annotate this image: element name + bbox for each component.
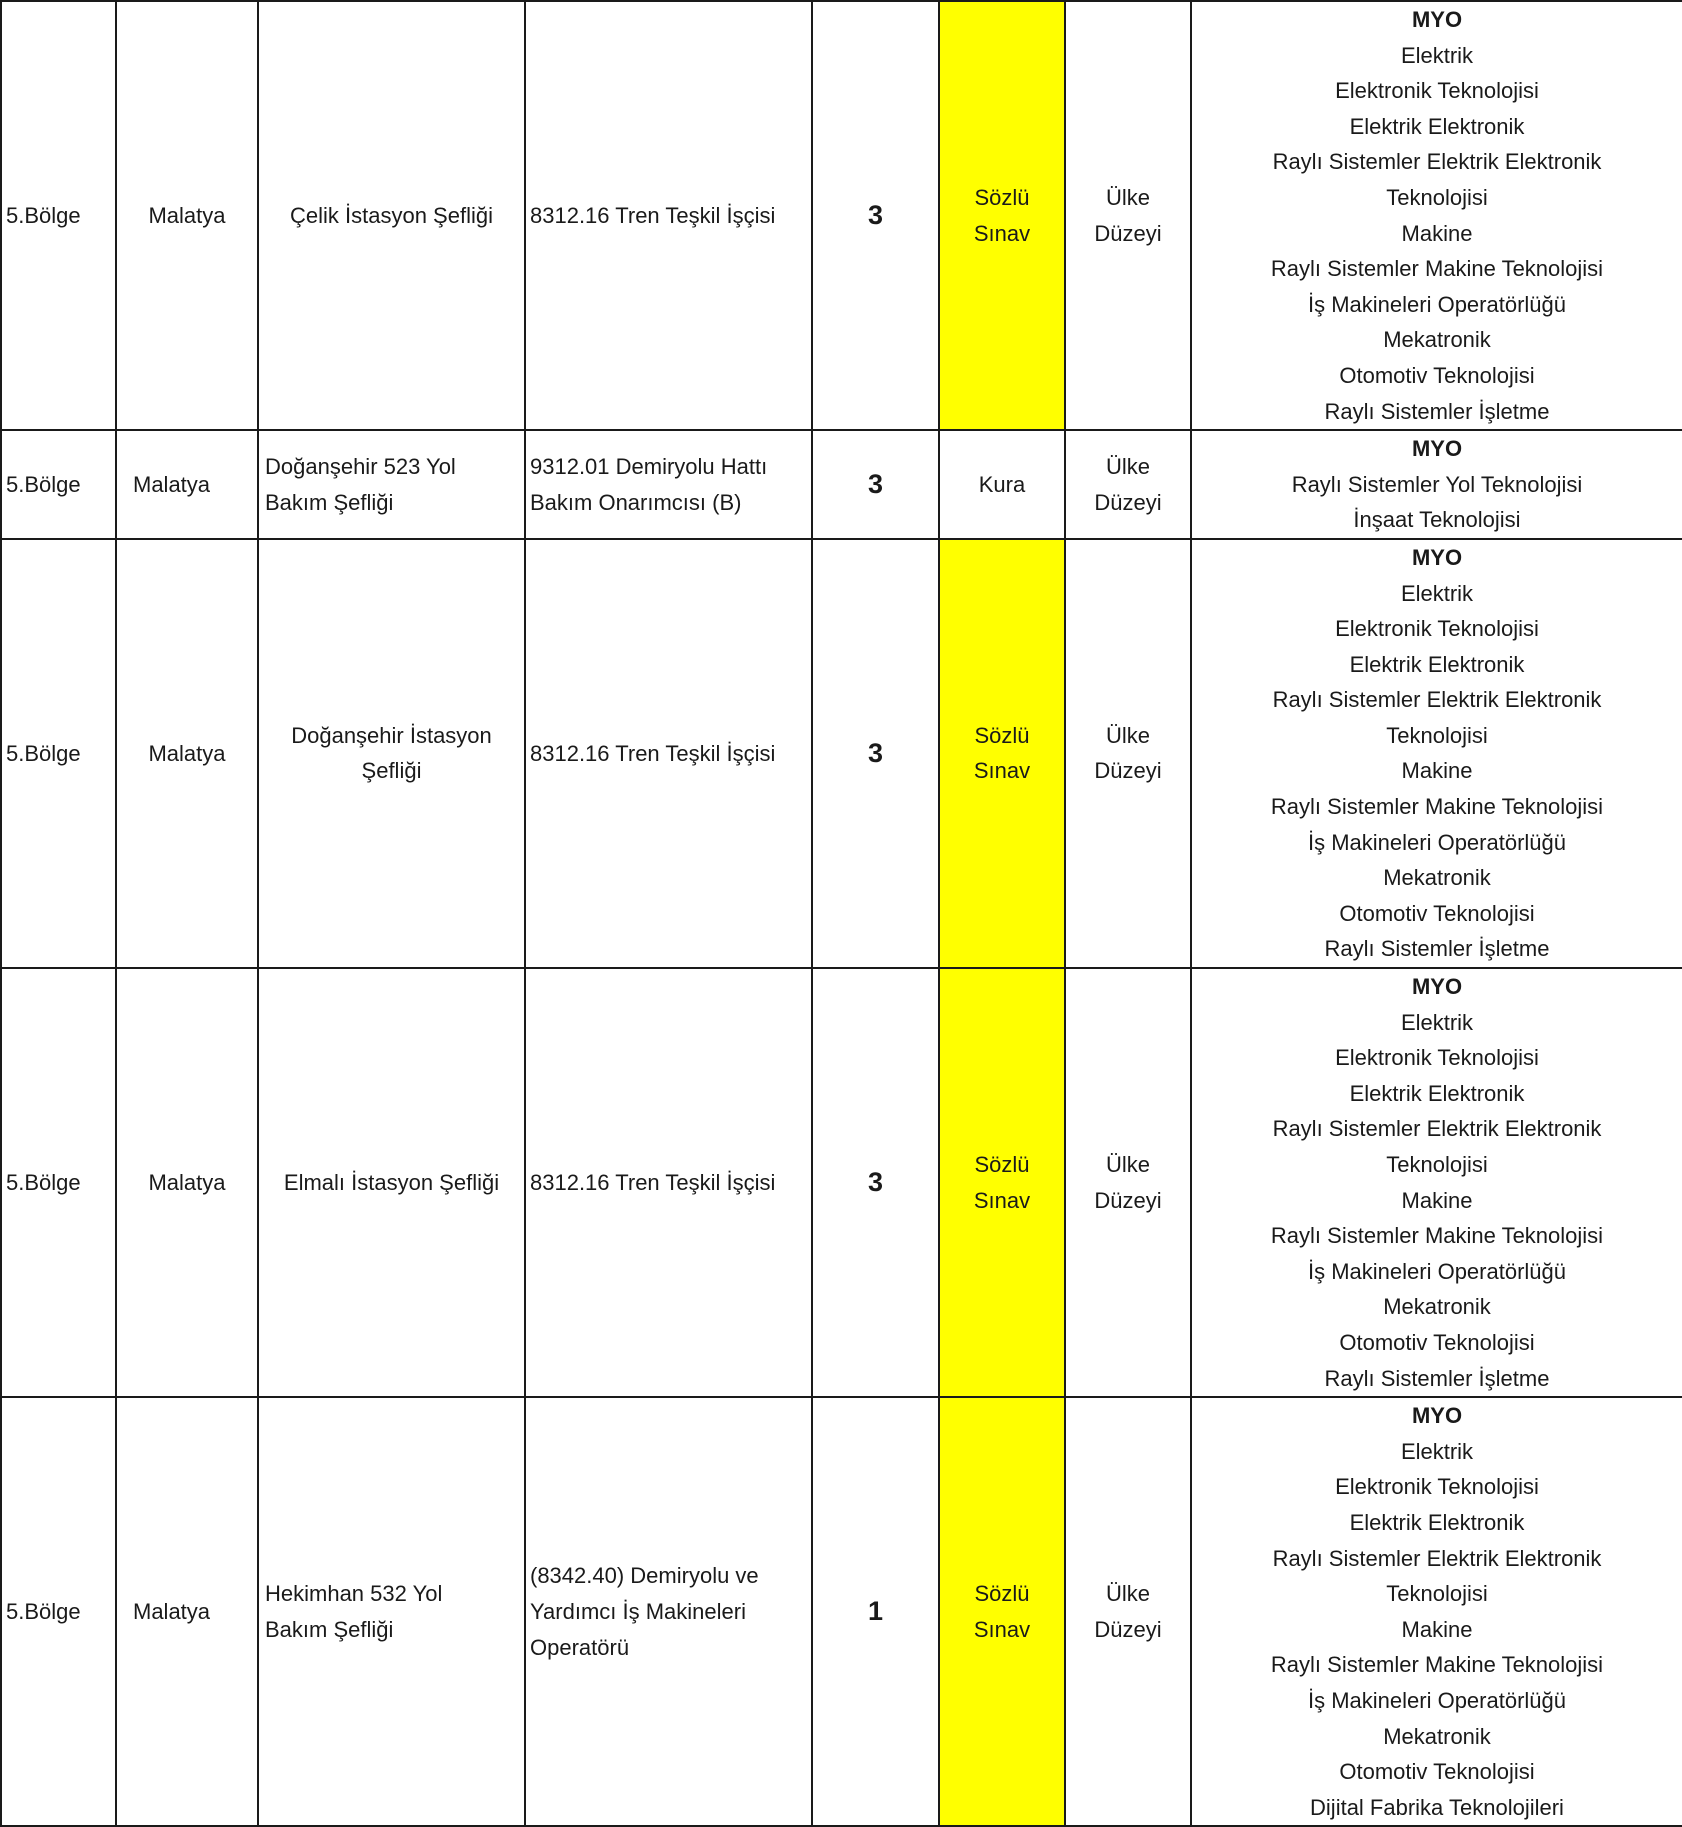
education-item: Dijital Fabrika Teknolojileri — [1310, 1794, 1564, 1820]
level-line: Düzeyi — [1094, 220, 1162, 246]
level-line: Düzeyi — [1094, 758, 1162, 784]
education-item: Raylı Sistemler Makine Teknolojisi — [1270, 794, 1604, 820]
unit-cell — [258, 968, 525, 1397]
education-item: Raylı Sistemler İşletme — [1324, 936, 1550, 962]
unit-line: Doğanşehir İstasyon — [291, 722, 492, 748]
education-item: İnşaat Teknolojisi — [1353, 507, 1521, 533]
city-cell: Malatya — [116, 968, 258, 1397]
city-cell: Malatya — [116, 430, 258, 539]
education-item: Elektrik Elektronik — [1349, 113, 1525, 139]
education-item: Otomotiv Teknolojisi — [1339, 900, 1535, 926]
region-cell: 5.Bölge — [1, 430, 116, 539]
education-item: Mekatronik — [1383, 1294, 1491, 1320]
unit-cell — [258, 430, 525, 539]
level-line: Düzeyi — [1094, 1616, 1162, 1642]
method-line: Sözlü — [974, 1581, 1030, 1607]
method-line: Sözlü — [974, 722, 1030, 748]
education-head: MYO — [1411, 1403, 1463, 1429]
count-cell: 3 — [812, 539, 939, 968]
level-cell — [1065, 539, 1191, 968]
education-item: Raylı Sistemler Makine Teknolojisi — [1270, 1223, 1604, 1249]
education-item: Mekatronik — [1383, 327, 1491, 353]
education-item: Elektrik Elektronik — [1349, 1080, 1525, 1106]
table-row — [1, 1397, 1682, 1826]
education-cell — [1191, 1, 1682, 430]
count-cell: 1 — [812, 1397, 939, 1826]
education-item: Teknolojisi — [1386, 184, 1488, 210]
table-row — [1, 1, 1682, 430]
education-item: İş Makineleri Operatörlüğü — [1307, 1258, 1566, 1284]
level-line: Ülke — [1105, 184, 1150, 210]
method-cell — [939, 430, 1065, 539]
count-cell: 3 — [812, 1, 939, 430]
method-cell — [939, 539, 1065, 968]
education-item: Elektrik — [1400, 580, 1474, 606]
education-item: Otomotiv Teknolojisi — [1339, 1759, 1535, 1785]
education-item: İş Makineleri Operatörlüğü — [1307, 291, 1566, 317]
job-line: Operatörü — [530, 1634, 630, 1660]
education-head: MYO — [1411, 7, 1463, 32]
education-cell — [1191, 539, 1682, 968]
education-item: Elektrik — [1400, 1009, 1474, 1035]
education-item: İş Makineleri Operatörlüğü — [1307, 1687, 1566, 1713]
education-item: İş Makineleri Operatörlüğü — [1307, 829, 1566, 855]
method-cell — [939, 968, 1065, 1397]
region-cell: 5.Bölge — [1, 1, 116, 430]
job-line: 8312.16 Tren Teşkil İşçisi — [530, 202, 776, 228]
table-row — [1, 539, 1682, 968]
job-line: (8342.40) Demiryolu ve — [530, 1563, 759, 1589]
city-cell: Malatya — [116, 539, 258, 968]
unit-line: Elmalı İstasyon Şefliği — [283, 1169, 500, 1195]
table-row — [1, 968, 1682, 1397]
education-head: MYO — [1411, 436, 1463, 462]
region-cell: 5.Bölge — [1, 1397, 116, 1826]
education-item: Elektronik Teknolojisi — [1335, 1474, 1539, 1500]
education-item: Makine — [1401, 220, 1473, 246]
education-item: Mekatronik — [1383, 865, 1491, 891]
unit-cell — [258, 1397, 525, 1826]
education-item: Teknolojisi — [1386, 722, 1488, 748]
level-line: Ülke — [1105, 722, 1150, 748]
method-line: Sınav — [973, 758, 1031, 784]
method-line: Sınav — [973, 1187, 1031, 1213]
education-item: Makine — [1401, 1616, 1473, 1642]
job-line: 8312.16 Tren Teşkil İşçisi — [530, 1169, 776, 1195]
education-item: Elektrik — [1400, 42, 1474, 68]
city-cell: Malatya — [116, 1397, 258, 1826]
education-item: Elektrik Elektronik — [1349, 651, 1525, 677]
method-line: Kura — [978, 471, 1026, 497]
region-cell: 5.Bölge — [1, 968, 116, 1397]
education-item: Raylı Sistemler Makine Teknolojisi — [1270, 1652, 1604, 1678]
method-cell — [939, 1397, 1065, 1826]
education-item: Teknolojisi — [1386, 1581, 1488, 1607]
education-head: MYO — [1411, 544, 1463, 570]
method-line: Sözlü — [974, 184, 1030, 210]
education-item: Otomotiv Teknolojisi — [1339, 362, 1535, 388]
education-item: Raylı Sistemler Yol Teknolojisi — [1291, 471, 1583, 497]
education-head: MYO — [1411, 974, 1463, 1000]
job-line: 9312.01 Demiryolu Hattı — [530, 453, 768, 479]
education-item: Raylı Sistemler Elektrik Elektronik — [1272, 149, 1602, 175]
education-item: Elektrik Elektronik — [1349, 1509, 1525, 1535]
method-cell — [939, 1, 1065, 430]
unit-line: Doğanşehir 523 Yol — [265, 453, 456, 479]
level-cell — [1065, 1, 1191, 430]
method-line: Sınav — [973, 220, 1031, 246]
job-line: Yardımcı İş Makineleri — [530, 1598, 746, 1624]
unit-line: Hekimhan 532 Yol — [265, 1581, 443, 1607]
job-line: 8312.16 Tren Teşkil İşçisi — [530, 740, 776, 766]
unit-cell — [258, 539, 525, 968]
level-line: Ülke — [1105, 1581, 1150, 1607]
education-item: Teknolojisi — [1386, 1152, 1488, 1177]
job-line: Bakım Onarımcısı (B) — [530, 489, 742, 515]
job-cell — [525, 430, 812, 539]
level-line: Ülke — [1105, 453, 1150, 479]
city-cell: Malatya — [116, 1, 258, 430]
education-item: Raylı Sistemler İşletme — [1324, 1365, 1550, 1391]
region-cell: 5.Bölge — [1, 539, 116, 968]
education-item: Elektronik Teknolojisi — [1335, 1045, 1539, 1071]
job-cell — [525, 1, 812, 430]
job-cell — [525, 1397, 812, 1826]
unit-cell — [258, 1, 525, 430]
level-line: Ülke — [1105, 1152, 1150, 1177]
count-cell: 3 — [812, 430, 939, 539]
education-item: Elektronik Teknolojisi — [1335, 616, 1539, 642]
education-cell — [1191, 430, 1682, 539]
level-line: Düzeyi — [1094, 1187, 1162, 1213]
table-row — [1, 430, 1682, 539]
level-cell — [1065, 430, 1191, 539]
education-item: Elektronik Teknolojisi — [1335, 78, 1539, 104]
unit-line: Çelik İstasyon Şefliği — [290, 202, 493, 228]
unit-line: Bakım Şefliği — [265, 489, 394, 515]
education-item: Makine — [1401, 1187, 1473, 1213]
education-item: Otomotiv Teknolojisi — [1339, 1329, 1535, 1355]
education-item: Makine — [1401, 758, 1473, 784]
education-item: Raylı Sistemler Makine Teknolojisi — [1270, 256, 1604, 282]
education-item: Mekatronik — [1383, 1723, 1491, 1749]
job-cell — [525, 539, 812, 968]
education-item: Raylı Sistemler Elektrik Elektronik — [1272, 1545, 1602, 1571]
job-cell — [525, 968, 812, 1397]
education-cell — [1191, 968, 1682, 1397]
education-item: Raylı Sistemler Elektrik Elektronik — [1272, 687, 1602, 713]
level-cell — [1065, 968, 1191, 1397]
level-line: Düzeyi — [1094, 489, 1162, 515]
unit-line: Şefliği — [361, 758, 422, 784]
education-item: Raylı Sistemler İşletme — [1324, 398, 1550, 424]
education-item: Raylı Sistemler Elektrik Elektronik — [1272, 1116, 1602, 1142]
education-cell — [1191, 1397, 1682, 1826]
method-line: Sınav — [973, 1616, 1031, 1642]
count-cell: 3 — [812, 968, 939, 1397]
unit-line: Bakım Şefliği — [265, 1616, 394, 1642]
level-cell — [1065, 1397, 1191, 1826]
method-line: Sözlü — [974, 1152, 1030, 1177]
education-item: Elektrik — [1400, 1438, 1474, 1464]
